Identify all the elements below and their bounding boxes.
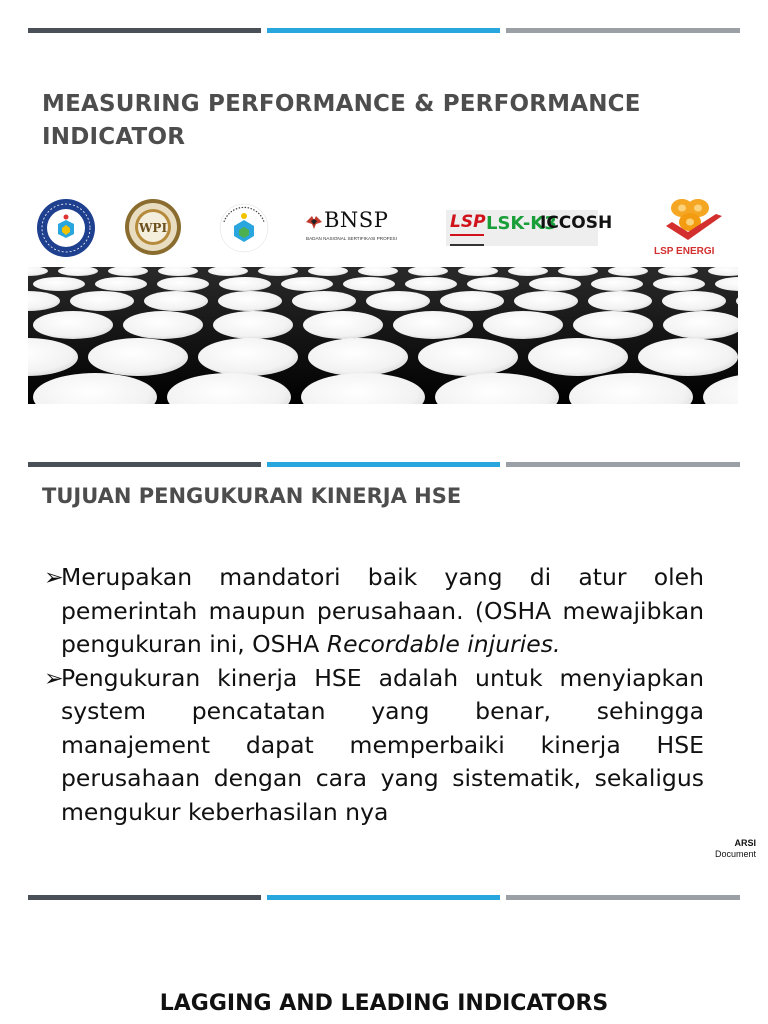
- white-disc: [529, 277, 581, 291]
- wpi-seal-logo: [124, 198, 182, 256]
- white-disc: [366, 291, 430, 311]
- white-disc: [662, 291, 726, 311]
- konsultan-seal-logo: [36, 198, 96, 258]
- stamp-line-arsi: ARSI: [734, 838, 756, 848]
- logo-strip: [28, 190, 740, 262]
- white-disc: [440, 291, 504, 311]
- white-disc: [303, 311, 383, 339]
- paragraph-italic-text: Recordable injuries.: [326, 630, 561, 658]
- iccosh-black-text: ICCOSH: [540, 213, 613, 233]
- white-disc: [528, 338, 628, 376]
- white-disc: [418, 338, 518, 376]
- accent-bar-dark: [28, 28, 261, 33]
- wpi-logo-text: WPI: [138, 221, 168, 235]
- white-disc: [95, 277, 147, 291]
- white-disc: [343, 277, 395, 291]
- white-discs-image: [28, 267, 738, 404]
- white-disc: [308, 338, 408, 376]
- tuk-k3-arsi-logo: [218, 202, 270, 254]
- lsp-energi-logo: [646, 196, 740, 260]
- slide-body-text: [44, 561, 704, 829]
- top-accent-bar: [28, 28, 740, 33]
- lsp-red-text: LSP: [450, 212, 486, 232]
- white-disc: [588, 291, 652, 311]
- middle-accent-bar: [28, 462, 740, 467]
- white-disc: [198, 338, 298, 376]
- accent-bar-dark: [28, 895, 261, 900]
- white-disc: [213, 311, 293, 339]
- accent-bar-dark: [28, 462, 261, 467]
- white-disc: [70, 291, 134, 311]
- arrow-bullet-icon: ➢: [44, 663, 64, 692]
- white-disc: [157, 277, 209, 291]
- lsp-underline-lines: [450, 234, 484, 246]
- white-disc: [33, 311, 113, 339]
- white-disc: [591, 277, 643, 291]
- bottom-accent-bar: [28, 895, 740, 900]
- white-disc: [123, 311, 203, 339]
- lsk-k3-green-text: LSK-K3: [486, 213, 557, 234]
- white-disc: [653, 277, 705, 291]
- white-disc: [88, 338, 188, 376]
- garuda-emblem-icon: [304, 212, 324, 232]
- white-disc: [393, 311, 473, 339]
- slide-title-measuring-performance: MEASURING PERFORMANCE & PERFORMANCE INDICATOR: [42, 91, 641, 150]
- accent-bar-blue: [267, 895, 500, 900]
- white-disc: [405, 277, 457, 291]
- white-disc: [514, 291, 578, 311]
- arrow-bullet-icon: ➢: [44, 563, 64, 591]
- white-disc: [638, 338, 738, 376]
- bnsp-logo: [304, 210, 408, 246]
- white-disc: [292, 291, 356, 311]
- accent-bar-gray: [506, 895, 740, 900]
- accent-bar-blue: [267, 28, 500, 33]
- lsp-energi-text: LSP ENERGI: [654, 246, 715, 257]
- lsp-lsk-k3-iccosh-logo: [446, 210, 613, 246]
- slide-title-tujuan-pengukuran: TUJUAN PENGUKURAN KINERJA HSE: [42, 484, 462, 508]
- white-disc: [144, 291, 208, 311]
- pipes-check-icon: [658, 196, 728, 244]
- accent-bar-gray: [506, 28, 740, 33]
- accent-bar-gray: [506, 462, 740, 467]
- paragraph-text: Merupakan mandatori baik yang di atur oleh pemerintah maupun perusahaan. (OSHA mewajibkan pengukuran ini, OSHA: [61, 563, 704, 658]
- accent-bar-blue: [267, 462, 500, 467]
- bullet-paragraph-mandatori: [44, 561, 704, 662]
- paragraph-text: Pengukuran kinerja HSE adalah untuk menyiapkan system pencatatan yang benar, sehingga manajement dapat memperbaiki kinerja HSE perusahaan dengan cara yang sistematik, sekaligus mengukur keberhasilan nya: [61, 663, 704, 826]
- slide-title-lagging-leading: LAGGING AND LEADING INDICATORS: [159, 991, 609, 1016]
- bullet-paragraph-pengukuran: [44, 662, 704, 830]
- white-disc: [281, 277, 333, 291]
- white-disc: [33, 277, 85, 291]
- bnsp-caption-text: BADAN NASIONAL SERTIFIKASI PROFESI: [306, 236, 397, 241]
- white-disc: [467, 277, 519, 291]
- bnsp-logo-text: BNSP: [324, 208, 389, 232]
- stamp-line-document: Document: [714, 849, 756, 859]
- arsi-document-stamp: [715, 838, 756, 860]
- white-disc: [573, 311, 653, 339]
- white-disc: [483, 311, 563, 339]
- white-disc: [219, 277, 271, 291]
- white-discs-banner: [28, 267, 738, 404]
- white-disc: [218, 291, 282, 311]
